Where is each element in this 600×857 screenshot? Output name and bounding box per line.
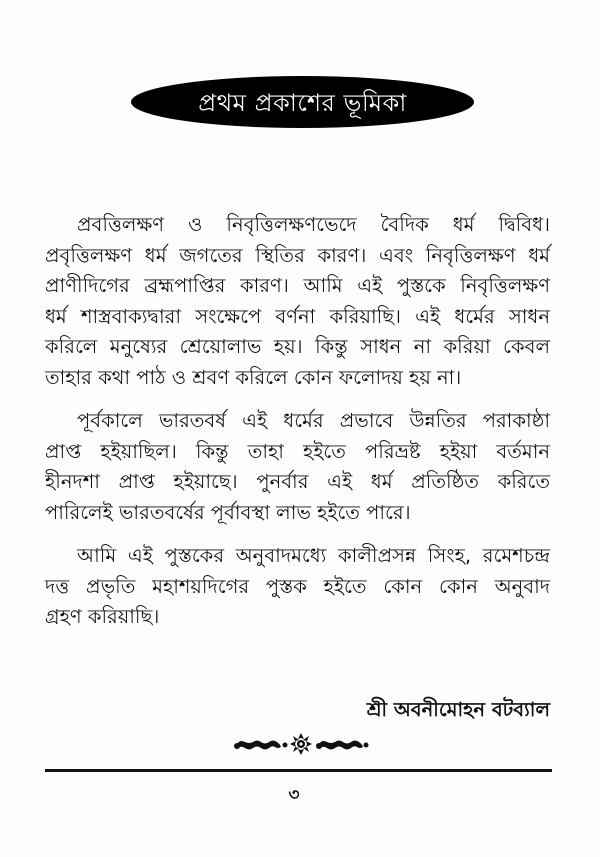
text-line: ধর্ম শাস্ত্রবাক্যদ্বারা সংক্ষেপে বর্ণনা করিয়াছি। এই ধর্মের সাধন [45, 304, 550, 328]
footer-divider [45, 769, 552, 772]
text-line: প্রবত্তিলক্ষণ ও নিবৃত্তিলক্ষণভেদে বৈদিক ধর্ম দ্বিবিধ। [77, 213, 550, 236]
title-banner [131, 76, 474, 128]
text-line: প্রবৃত্তিলক্ষণ ধর্ম জগতের স্থিতির কারণ। এবং নিবৃত্তিলক্ষণ ধর্ম [45, 243, 550, 267]
text-line: প্রাপ্ত হইয়াছিল। কিন্তু তাহা হইতে পরিভ্রষ্ট হইয়া বর্তমান [45, 439, 550, 463]
page-title: প্রথম প্রকাশের ভূমিকা [198, 89, 407, 117]
floral-divider-icon [231, 733, 371, 755]
paragraph-1 [45, 210, 550, 393]
text-line: গ্রহণ করিয়াছি। [45, 605, 160, 628]
preface-body [45, 210, 550, 646]
paragraph-3 [45, 541, 550, 633]
text-line: তাহার কথা পাঠ ও শ্রবণ করিলে কোন ফলোদয় হয় না। [45, 365, 462, 389]
text-line: প্রাণীদিগের ব্রহ্মপাপ্তির কারণ। আমি এই পুস্তকে নিবৃত্তিলক্ষণ [45, 274, 550, 297]
text-line: আমি এই পুস্তকের অনুবাদমধ্যে কালীপ্রসন্ন সিংহ, রমেশচন্দ্র [77, 544, 550, 567]
page-number: ৩ [288, 785, 300, 805]
text-line: হীনদশা প্রাপ্ত হইয়াছে। পুনর্বার এই ধর্ম প্রতিষ্ঠিত করিতে [45, 470, 550, 493]
text-line: পারিলেই ভারতবর্ষের পূর্বাবস্থা লাভ হইতে পারে। [45, 500, 411, 524]
text-line: দত্ত প্রভৃতি মহাশয়দিগের পুস্তক হইতে কোন কোন অনুবাদ [45, 574, 550, 598]
author-signature: শ্রী অবনীমোহন বটব্যাল [366, 698, 550, 721]
paragraph-2 [45, 406, 550, 528]
text-line: পূর্বকালে ভারতবর্ষ এই ধর্মের প্রভাবে উন্নতির পরাকাষ্ঠা [77, 409, 550, 432]
text-line: করিলে মনুষ্যের শ্রেয়োলাভ হয়। কিন্তু সাধন না করিয়া কেবল [45, 335, 550, 358]
